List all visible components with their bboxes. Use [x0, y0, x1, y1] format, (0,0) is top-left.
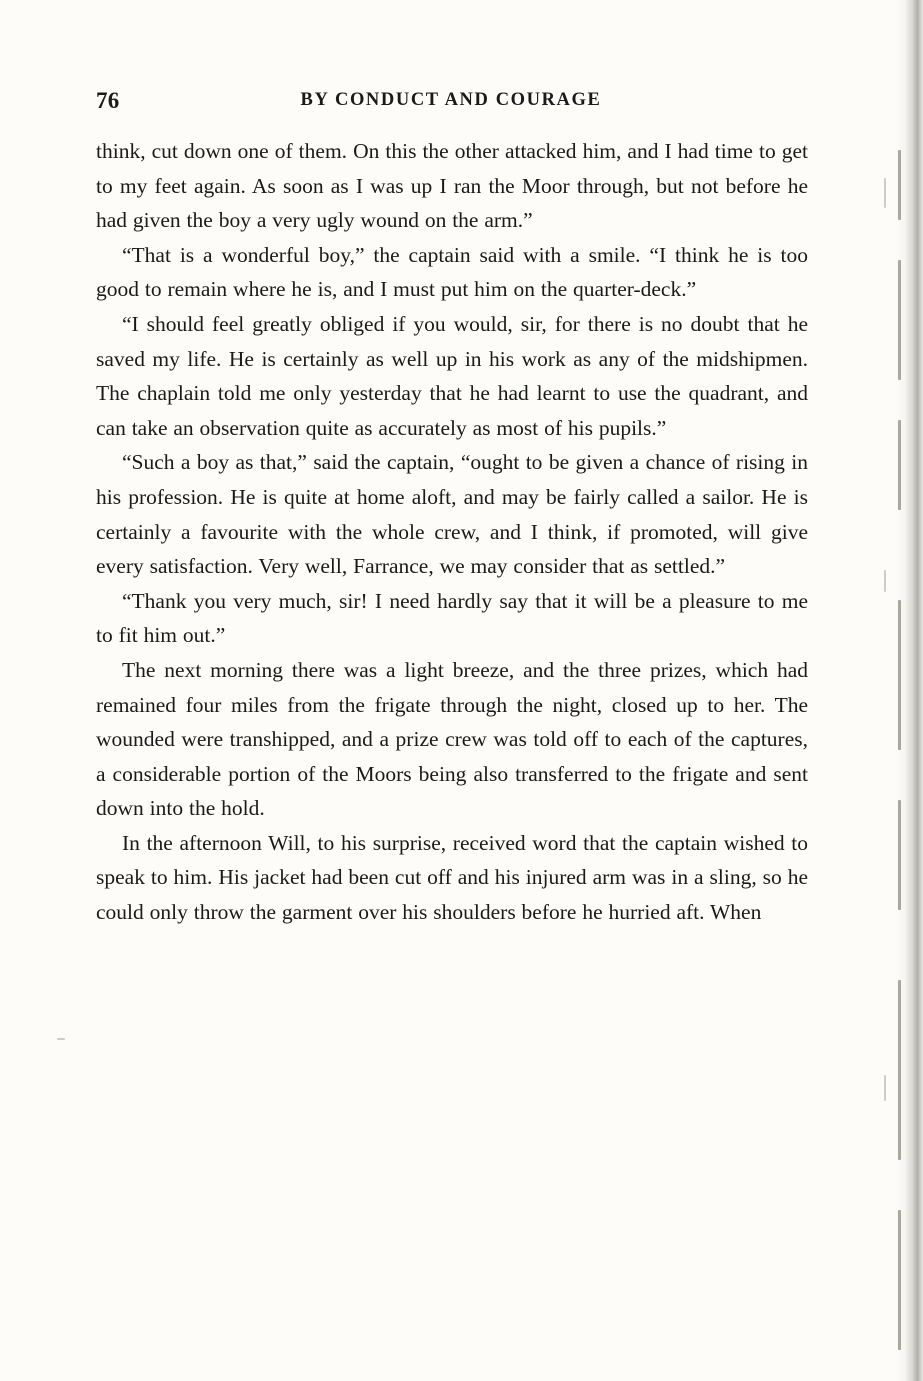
paragraph: “I should feel greatly obliged if you would, sir, for there is no doubt that he saved my life. He is certainly as well up in his work as any of the midshipmen. The chaplain told me only yesterday that he had learnt to use the quadrant, and can take an observation quite as accurately as most of his pupils.”: [96, 311, 808, 440]
running-head: BY CONDUCT AND COURAGE: [300, 90, 602, 110]
paragraph: think, cut down one of them. On this the other attacked him, and I had time to get to my feet again. As soon as I was up I ran the Moor through, but not before he had given the boy a very ugly wound on the arm.”: [96, 139, 808, 233]
page-number: 76: [96, 88, 120, 113]
paragraph: “Thank you very much, sir! I need hardly say that it will be a pleasure to me to fit him out.”: [96, 588, 808, 648]
paragraph: “Such a boy as that,” said the captain, “ought to be given a chance of rising in his profession. He is quite at home aloft, and may be fairly called a sailor. He is certainly a favourite with the whole crew, and I think, if promoted, will give every satisfaction. Very well, Farrance, we may consider that as settled.”: [96, 450, 808, 579]
paragraph: In the afternoon Will, to his surprise, received word that the captain wished to speak to him. His jacket had been cut off and his injured arm was in a sling, so he could only throw the garment over his shoulders before he hurried aft. When: [96, 830, 808, 925]
paragraph: The next morning there was a light breeze, and the three prizes, which had remained four miles from the frigate through the night, closed up to her. The wounded were transhipped, and a prize crew was told off to each of the captures, a considerable portion of the Moors being also transferred to the frigate and sent down into the hold.: [96, 657, 808, 821]
body-text: [96, 134, 808, 930]
paragraph: “That is a wonderful boy,” the captain said with a smile. “I think he is too good to remain where he is, and I must put him on the quarter-deck.”: [96, 242, 808, 302]
page-header: [96, 88, 806, 114]
